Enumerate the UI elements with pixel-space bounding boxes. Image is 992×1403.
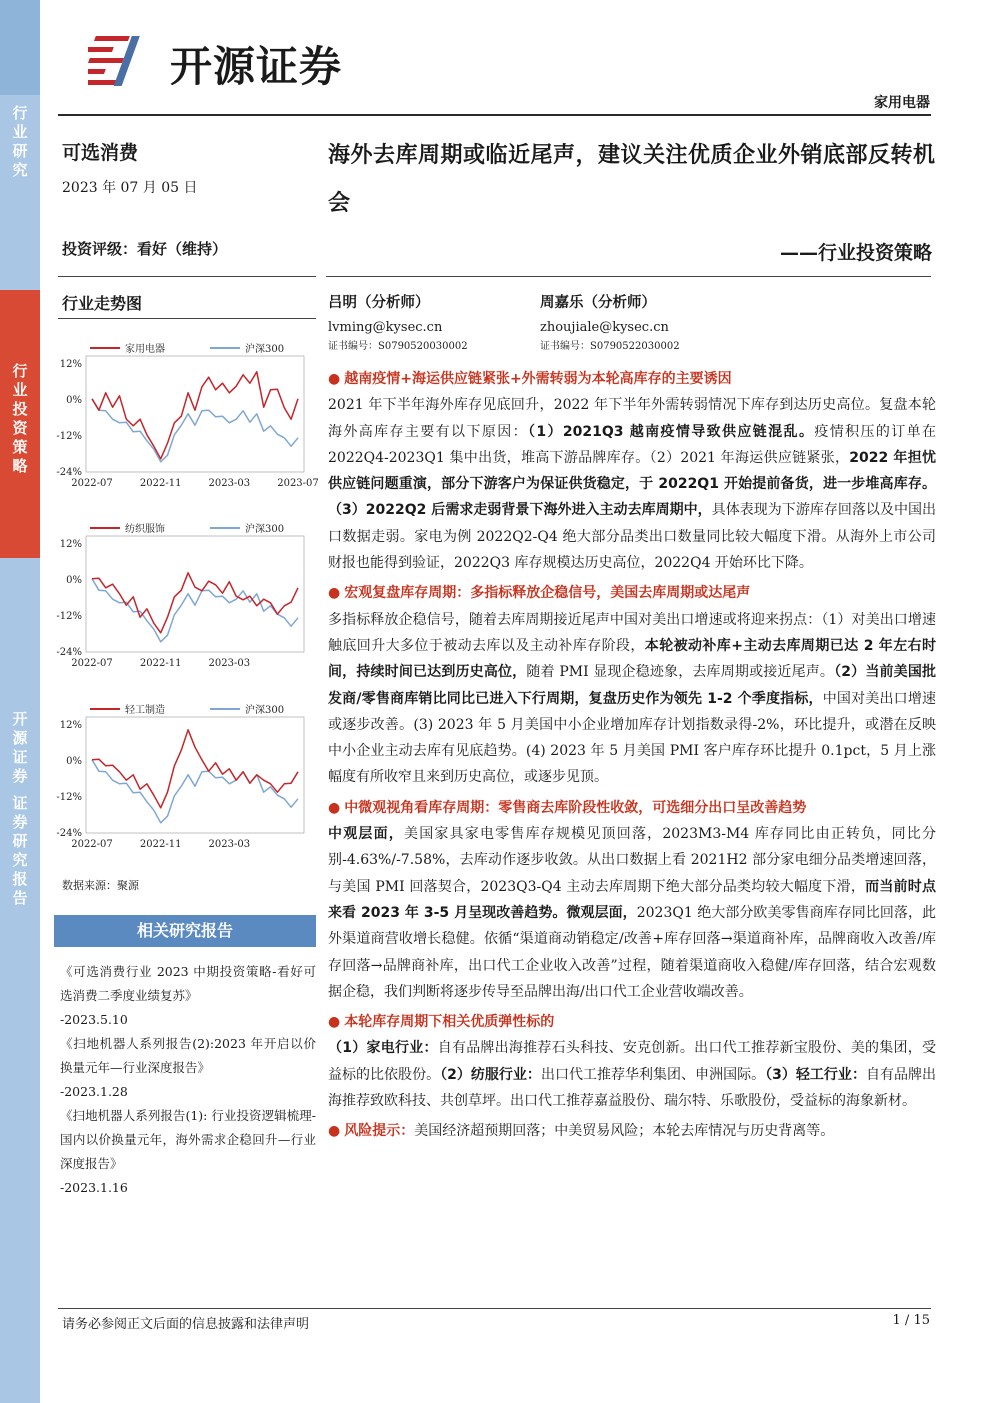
footer-divider [58,1308,931,1309]
section-heading [328,366,936,392]
text-run-bold: （3）轻工行业： [765,1066,866,1083]
x-tick-label: 2022-11 [139,839,182,850]
trend-divider [58,318,316,319]
section-heading-text: 本轮库存周期下相关优质弹性标的 [344,1014,555,1031]
investment-rating: 投资评级：看好（维持） [62,240,228,258]
report-body [328,366,936,1145]
bullet-icon: ● [328,1123,341,1140]
section-heading-text: 中微观视角看库存周期：零售商去库阶段性收敛，可选细分出口呈改善趋势 [344,799,807,816]
text-run: 中国对美出口增速或逐步改善。(3) 2023 年 5 月美国中小企业增加库存计划指数录得-2%，环比提升，或潜在反映中小企业主动去库有见底趋势。(4) 2023 年 5 月美国 PMI 客户库存环比提升 0.1pct，5 月上涨幅度有所收窄且来到历史高位，或逐步见顶。 [328,690,937,786]
legend-label: 轻工制造 [125,705,165,716]
y-tick-label: 12% [59,720,82,731]
related-reports-title: 相关研究报告 [54,915,316,947]
risk-heading [328,1123,414,1139]
trend-chart-light-industry [52,693,322,858]
sector-title: 可选消费 [62,142,139,164]
brand-name: 开源证券 [170,42,343,91]
bullet-icon: ● [328,585,341,602]
analyst-card [540,291,680,352]
bullet-icon: ● [328,371,341,387]
analyst-email[interactable]: zhoujiale@kysec.cn [540,320,669,335]
legend-label: 纺织服饰 [125,524,165,535]
bullet-icon: ● [328,799,341,816]
related-report-date: -2023.1.28 [60,1084,128,1099]
report-title: 海外去库周期或临近尾声，建议关注优质企业外销底部反转机会 [328,143,936,216]
text-run-bold: （1）2021Q3 越南疫情导致供应链混乱。 [527,423,815,440]
trend-chart-appliances [52,332,322,497]
trend-chart-svg [52,512,322,677]
y-tick-label: -24% [56,828,82,839]
paragraph [328,607,936,791]
text-run-bold: 2022 年担忧供应链问题重演，部分下游客户为保证供货稳定，于 2022Q1 开始提前备货，进一步堆高库存。（3）2022Q2 后需求走弱背景下海外进入主动去库周期中， [328,449,936,519]
footer-disclaimer: 请务必参阅正文后面的信息披露和法律声明 [62,1317,310,1332]
text-run: 2023Q1 绝大部分欧美零售商库存同比回落，此外渠道商营收增长稳健。依循“渠道商动销稳定/改善+库存回落→渠道商补库，品牌商收入改善/库存回落→品牌商补库，出口代工企业收入改善”过程，随着渠道商收入稳健/库存回落，结合宏观数据企稳，我们判断将逐步传导至品牌出海/出口代工企业营收端改善。 [328,904,936,1000]
text-run: 自有品牌出海推荐致欧科技、共创草坪。出口代工推荐嘉益股份、瑞尔特、乐歌股份，受益标的海象新材。 [328,1066,937,1110]
data-source: 数据来源：聚源 [62,879,139,892]
y-tick-label: 0% [66,756,82,767]
text-run: 具体表现为下游库存回落以及中国出口数据走弱。家电为例 2022Q2-Q4 绝大部分品类出口数量同比较大幅度下滑。从海外上市公司财报也能得到验证，2022Q3 库存规模达历史高位，2022Q4 开始环比下降。 [328,502,936,572]
series-line [92,372,298,459]
y-tick-label: 0% [66,575,82,586]
text-run-bold: （2）纺服行业： [440,1066,541,1083]
text-run: 2021 年下半年海外库存见底回升，2022 年下半年外需转弱情况下库存到达历史高位。复盘本轮海外高库存主要有以下原因： [328,397,936,440]
divider-right [326,276,931,277]
x-tick-label: 2022-11 [139,658,182,669]
x-tick-label: 2023-03 [208,658,251,669]
risk-paragraph [328,1118,936,1144]
analyst-name: 周嘉乐（分析师） [540,295,656,311]
x-tick-label: 2023-03 [208,839,251,850]
y-tick-label: 12% [59,539,82,550]
text-run: 美国经济超预期回落；中美贸易风险；本轮去库情况与历史背离等。 [414,1123,835,1140]
series-line [92,579,298,642]
text-run-bold: 本轮被动补库+主动去库周期已达 2 年左右时间，持续时间已达到历史高位， [328,637,937,681]
side-label-bottom: 开 源 证 券 证 券 研 究 报 告 [12,710,28,907]
text-run: 出口代工推荐华利集团、申洲国际。 [540,1066,766,1083]
section-heading [328,580,936,606]
series-line [92,760,298,823]
section-heading [328,795,936,821]
y-tick-label: -12% [56,611,82,622]
legend-label: 家用电器 [125,344,165,355]
trend-chart-textile [52,512,322,677]
trend-chart-svg [52,332,322,497]
related-report-item[interactable]: 《扫地机器人系列报告(1): 行业投资逻辑梳理-国内以价换量元年，海外需求企稳回升—行业深度报告》 [60,1108,316,1171]
x-tick-label: 2022-07 [71,658,113,669]
trend-chart-svg [52,693,322,858]
report-date: 2023 年 07 月 05 日 [62,180,198,196]
related-report-item[interactable]: 《扫地机器人系列报告(2):2023 年开启以价换量元年—行业深度报告》 [60,1036,316,1075]
x-tick-label: 2023-07 [277,478,319,489]
x-tick-label: 2022-07 [71,839,113,850]
text-run-bold: （2）当前美国批发商/零售商库销比同比已进入下行周期，复盘历史作为领先 1-2 个季度指标， [328,664,936,707]
brand-logo-icon [88,30,168,90]
paragraph [328,1035,936,1114]
sector-tag: 家用电器 [874,95,930,111]
section-heading-text: 越南疫情+海运供应链紧张+外需转弱为本轮高库存的主要诱因 [344,371,732,387]
analyst-card [328,291,468,352]
y-tick-label: 12% [59,359,82,370]
chart-frame [86,717,304,833]
report-subtitle: ——行业投资策略 [779,242,932,264]
page-number: 1 / 15 [892,1313,930,1328]
y-tick-label: 0% [66,395,82,406]
chart-frame [86,356,304,472]
paragraph [328,392,936,576]
text-run: 随着 PMI 显现企稳迹象，去库周期或接近尾声。 [526,664,835,681]
text-run-bold: （1）家电行业： [328,1040,438,1057]
text-run-bold: 而当前时点来看 2023 年 3-5 月呈现改善趋势。微观层面， [328,878,937,921]
chart-frame [86,536,304,652]
side-label-top: 行 业 研 究 [12,104,28,179]
side-label-middle: 行 业 投 资 策 略 [12,362,28,475]
text-run: 美国家具家电零售库存规模见顶回落，2023M3-M4 库存同比由正转负，同比分别-4.63%/-7.58%，去库动作逐步收敛。从出口数据上看 2021H2 部分家电细分品类增速回落，与美国 PMI 回落契合，2023Q3-Q4 主动去库周期下绝大部分品类均较大幅度下滑， [328,826,937,895]
related-report-date: -2023.5.10 [60,1012,128,1027]
legend-label: 沪深300 [245,705,285,716]
analyst-cert: 证书编号：S0790522030002 [540,341,680,352]
analyst-cert: 证书编号：S0790520030002 [328,341,468,352]
related-report-item[interactable]: 《可选消费行业 2023 中期投资策略-看好可选消费二季度业绩复苏》 [60,964,316,1003]
related-report-date: -2023.1.16 [60,1180,128,1195]
text-run: 自有品牌出海推荐石头科技、安克创新。出口代工推荐新宝股份、美的集团，受益标的比依股份。 [328,1040,936,1083]
x-tick-label: 2022-07 [71,478,113,489]
legend-label: 沪深300 [245,344,285,355]
section-heading [328,1009,936,1035]
bullet-icon: ● [328,1014,341,1031]
series-line [92,730,298,808]
y-tick-label: -24% [56,647,82,658]
trend-title: 行业走势图 [62,294,143,313]
text-run: 多指标释放企稳信号，随着去库周期接近尾声中国对美出口增速或将迎来拐点：（1）对美出口增速触底回升大多位于被动去库以及主动补库存阶段， [328,611,936,654]
y-tick-label: -12% [56,792,82,803]
related-reports-list [60,960,316,1200]
analyst-name: 吕明（分析师） [328,295,430,311]
section-heading-text: 宏观复盘库存周期：多指标释放企稳信号，美国去库周期或达尾声 [344,585,751,602]
x-tick-label: 2022-11 [139,478,182,489]
risk-heading-text: 风险提示： [344,1123,415,1140]
text-run-bold: 中观层面， [328,826,404,843]
text-run: 疫情积压的订单在 2022Q4-2023Q1 集中出货，堆高下游品牌库存。（2）2021 年海运供应链紧张， [328,423,937,466]
analyst-email[interactable]: lvming@kysec.cn [328,320,443,335]
legend-label: 沪深300 [245,524,285,535]
divider-left [58,276,316,277]
y-tick-label: -12% [56,431,82,442]
header-divider [58,114,931,116]
paragraph [328,821,936,1005]
x-tick-label: 2023-03 [208,478,251,489]
side-tab-bottom [0,558,40,1403]
y-tick-label: -24% [56,467,82,478]
